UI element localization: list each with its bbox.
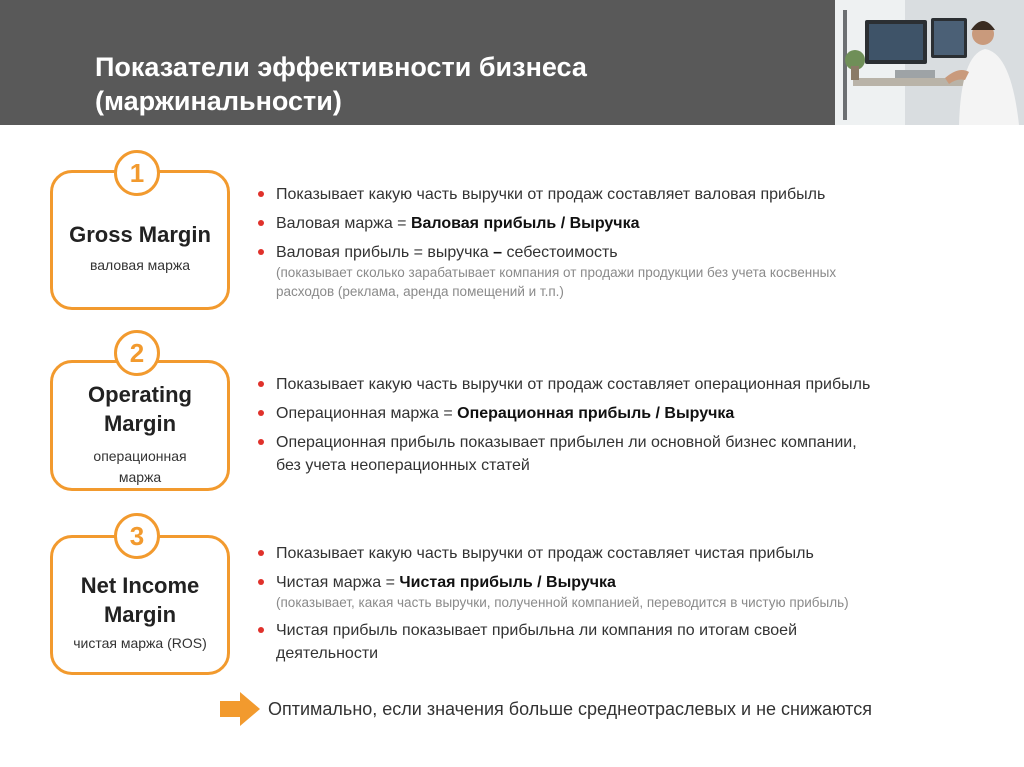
card-subtitle: чистая маржа (ROS) bbox=[73, 635, 207, 651]
list-item: Показывает какую часть выручки от продаж составляет чистая прибыль bbox=[258, 543, 998, 564]
bullet-dot-icon bbox=[258, 550, 264, 556]
card-title: Margin bbox=[103, 411, 177, 436]
operating-margin-bullets bbox=[258, 374, 998, 484]
bullet-dot-icon bbox=[258, 381, 264, 387]
list-item: Чистая прибыль показывает прибыльна ли компания по итогам своей деятельности bbox=[258, 620, 998, 664]
bullet-dot-icon bbox=[258, 579, 264, 585]
note-text: расходов (реклама, аренда помещений и т.п.) bbox=[276, 284, 564, 299]
operating-margin-card bbox=[50, 360, 230, 491]
note-text: (показывает сколько зарабатывает компания от продажи продукции без учета косвенных bbox=[276, 265, 837, 280]
card-title: Operating bbox=[88, 382, 192, 407]
list-item: Валовая маржа = Валовая прибыль / Выручка bbox=[258, 213, 998, 234]
list-item: Чистая маржа = Чистая прибыль / Выручка (показывает, какая часть выручки, полученной компанией, переводится в чистую прибыль) bbox=[258, 572, 998, 612]
bullet-dot-icon bbox=[258, 220, 264, 226]
bullet-dot-icon bbox=[258, 191, 264, 197]
net-income-margin-bullets bbox=[258, 543, 998, 672]
header-bar bbox=[0, 0, 1024, 125]
list-item: Операционная маржа = Операционная прибыль / Выручка bbox=[258, 403, 998, 424]
bullet-dot-icon bbox=[258, 627, 264, 633]
list-item: Показывает какую часть выручки от продаж составляет валовая прибыль bbox=[258, 184, 998, 205]
card-title: Gross Margin bbox=[69, 222, 211, 247]
number-badge-1: 1 bbox=[114, 150, 160, 196]
card-subtitle: валовая маржа bbox=[89, 257, 191, 273]
note-text: (показывает, какая часть выручки, полученной компанией, переводится в чистую прибыль) bbox=[276, 595, 849, 610]
card-title: Margin bbox=[103, 602, 177, 627]
list-item: Операционная прибыль показывает прибылен ли основной бизнес компании, без учета неоперационных статей bbox=[258, 432, 998, 476]
card-title: Net Income bbox=[80, 573, 200, 598]
office-photo-icon bbox=[835, 0, 1024, 125]
page-title: Показатели эффективности бизнеса (маржинальности) bbox=[95, 52, 587, 116]
card-subtitle: маржа bbox=[118, 469, 162, 485]
list-item: Показывает какую часть выручки от продаж составляет операционная прибыль bbox=[258, 374, 998, 395]
gross-margin-bullets bbox=[258, 184, 998, 309]
bullet-dot-icon bbox=[258, 249, 264, 255]
number-badge-2: 2 bbox=[114, 330, 160, 376]
bullet-dot-icon bbox=[258, 439, 264, 445]
number-badge-3: 3 bbox=[114, 513, 160, 559]
conclusion-text: Оптимально, если значения больше среднеотраслевых и не снижаются bbox=[268, 699, 872, 719]
bullet-dot-icon bbox=[258, 410, 264, 416]
arrow-right-icon bbox=[220, 692, 260, 731]
card-subtitle: операционная bbox=[93, 448, 187, 464]
list-item: Валовая прибыль = выручка – себестоимость (показывает сколько зарабатывает компания от продажи продукции без учета косвенных расходов (реклама, аренда помещений и т.п.) bbox=[258, 242, 998, 301]
